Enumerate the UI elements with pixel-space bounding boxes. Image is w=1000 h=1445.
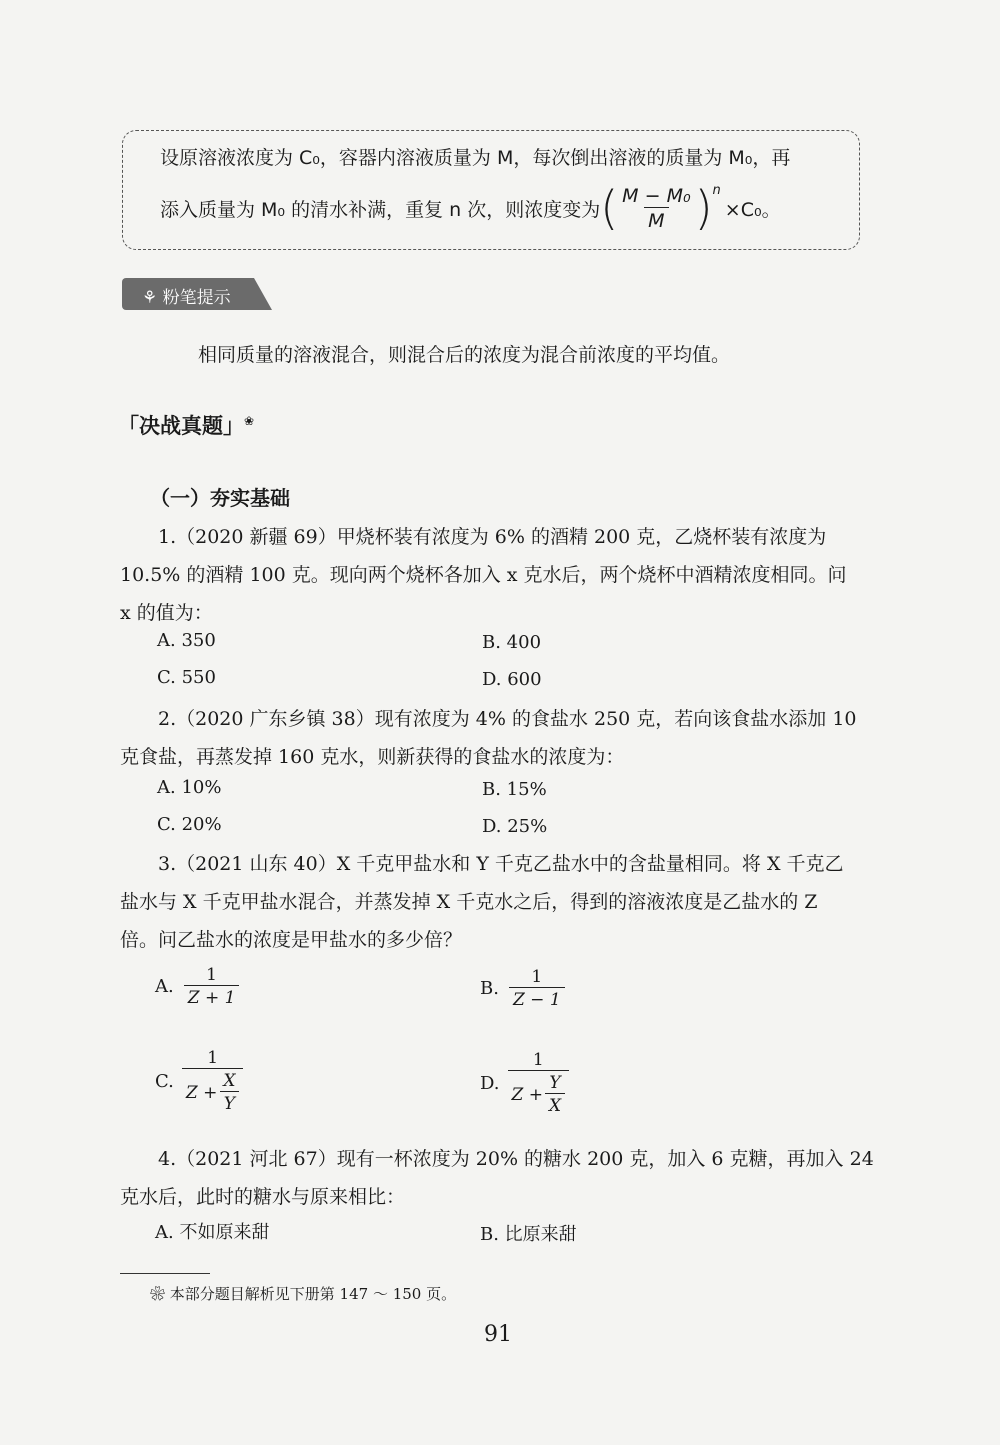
q3-option-b-num: 1 [531,967,543,987]
footnote-text: 本部分题目解析见下册第 147 ～ 150 页。 [169,1285,457,1303]
tip-text: 相同质量的溶液混合，则混合后的浓度为混合前浓度的平均值。 [198,344,731,366]
q3-option-c-fraction [182,1048,244,1114]
sprout-icon: ⚘ [142,288,158,308]
formula-suffix: ×C₀。 [724,198,781,221]
footnote-mark-icon: ❀ [150,1285,170,1303]
q4-option-a[interactable]: A. 不如原来甜 [155,1222,270,1243]
q1-option-d[interactable]: D. 600 [482,669,542,690]
tip-label-text: 粉笔提示 [162,288,231,308]
q3-option-c-den [182,1068,244,1114]
q3-option-a-num: 1 [206,965,217,985]
footnote [150,1283,456,1304]
formula-line-1: 设原溶液浓度为 C₀，容器内溶液质量为 M，每次倒出溶液的质量为 M₀，再 [160,147,791,169]
q3-option-d-den [508,1070,570,1116]
q3-option-c-den-prefix: Z + [185,1082,218,1103]
q2-option-b[interactable]: B. 15% [482,779,547,800]
tip-label [142,283,231,308]
q3-option-c-inner-fraction [219,1071,239,1114]
page-number: 91 [484,1322,512,1347]
q3-option-d-den-prefix: Z + [511,1084,543,1105]
q3-option-d-inner-den: X [545,1093,565,1116]
q3-option-b-den: Z − 1 [509,987,565,1010]
bracket-open: 「 [118,414,139,438]
q3-option-d-letter: D. [480,1072,500,1094]
question-4-line-1: 4.（2021 河北 67）现有一杯浓度为 20% 的糖水 200 克，加入 6 克糖，再加入 24 [158,1148,874,1170]
q2-option-a[interactable]: A. 10% [157,777,222,798]
formula-line-2-prefix: 添入质量为 M₀ 的清水补满，重复 n 次，则浓度变为 [160,198,601,221]
right-paren: ) [694,181,713,235]
q4-option-b[interactable]: B. 比原来甜 [480,1224,577,1245]
question-3 [120,845,844,959]
q3-option-c[interactable] [155,1048,243,1114]
subsection-title: （一）夯实基础 [150,486,290,510]
q1-option-a[interactable]: A. 350 [157,630,216,651]
q3-option-d-inner-num: Y [549,1073,561,1093]
q3-option-d-num: 1 [532,1050,544,1070]
q3-option-d[interactable] [480,1050,569,1116]
formula-fraction [618,185,694,232]
question-1-line-1: 1.（2020 新疆 69）甲烧杯装有浓度为 6% 的酒精 200 克，乙烧杯装有浓度为 [158,526,827,548]
q1-option-b[interactable]: B. 400 [482,632,542,653]
q3-option-a[interactable] [155,965,239,1008]
question-2-line-2: 克食盐，再蒸发掉 160 克水，则新获得的食盐水的浓度为： [120,746,625,768]
q1-option-c[interactable]: C. 550 [157,667,216,688]
footnote-mark-icon: ❀ [244,414,255,428]
question-2 [120,700,857,776]
q3-option-c-letter: C. [155,1070,174,1092]
q3-option-a-fraction [184,965,240,1008]
q3-option-c-num: 1 [207,1048,219,1068]
formula-denominator: M [644,207,668,232]
question-3-line-3: 倍。问乙盐水的浓度是甲盐水的多少倍？ [120,929,463,951]
footnote-divider [120,1273,210,1274]
q3-option-d-fraction [508,1050,570,1116]
q3-option-c-inner-num: X [223,1071,236,1091]
left-paren: ( [600,181,619,235]
q3-option-a-den: Z + 1 [184,985,240,1008]
question-4 [120,1140,874,1216]
question-1 [120,518,847,632]
section-title-text: 决战真题 [139,414,223,438]
question-1-line-3: x 的值为： [120,602,213,624]
q2-option-c[interactable]: C. 20% [157,814,222,835]
q3-option-b-fraction [509,967,565,1010]
q3-option-b[interactable] [480,967,565,1010]
question-2-line-1: 2.（2020 广东乡镇 38）现有浓度为 4% 的食盐水 250 克，若向该食盐水添加 10 [158,708,857,730]
q3-option-c-inner-den: Y [220,1091,239,1114]
question-1-line-2: 10.5% 的酒精 100 克。现向两个烧杯各加入 x 克水后，两个烧杯中酒精浓度相同。问 [120,564,847,586]
q3-option-b-letter: B. [480,978,499,999]
q3-option-a-letter: A. [155,976,174,997]
q2-option-d[interactable]: D. 25% [482,816,548,837]
formula-numerator: M − M₀ [622,184,691,207]
bracket-close: 」 [223,414,244,438]
question-3-line-1: 3.（2021 山东 40）X 千克甲盐水和 Y 千克乙盐水中的含盐量相同。将 X 千克乙 [158,853,844,875]
question-3-line-2: 盐水与 X 千克甲盐水混合，并蒸发掉 X 千克水之后，得到的溶液浓度是乙盐水的 Z [120,891,818,913]
formula-line-2 [160,178,781,238]
section-title [118,410,254,440]
question-4-line-2: 克水后，此时的糖水与原来相比： [120,1186,406,1208]
q3-option-d-inner-fraction [545,1073,565,1116]
formula-exponent: n [712,182,721,198]
